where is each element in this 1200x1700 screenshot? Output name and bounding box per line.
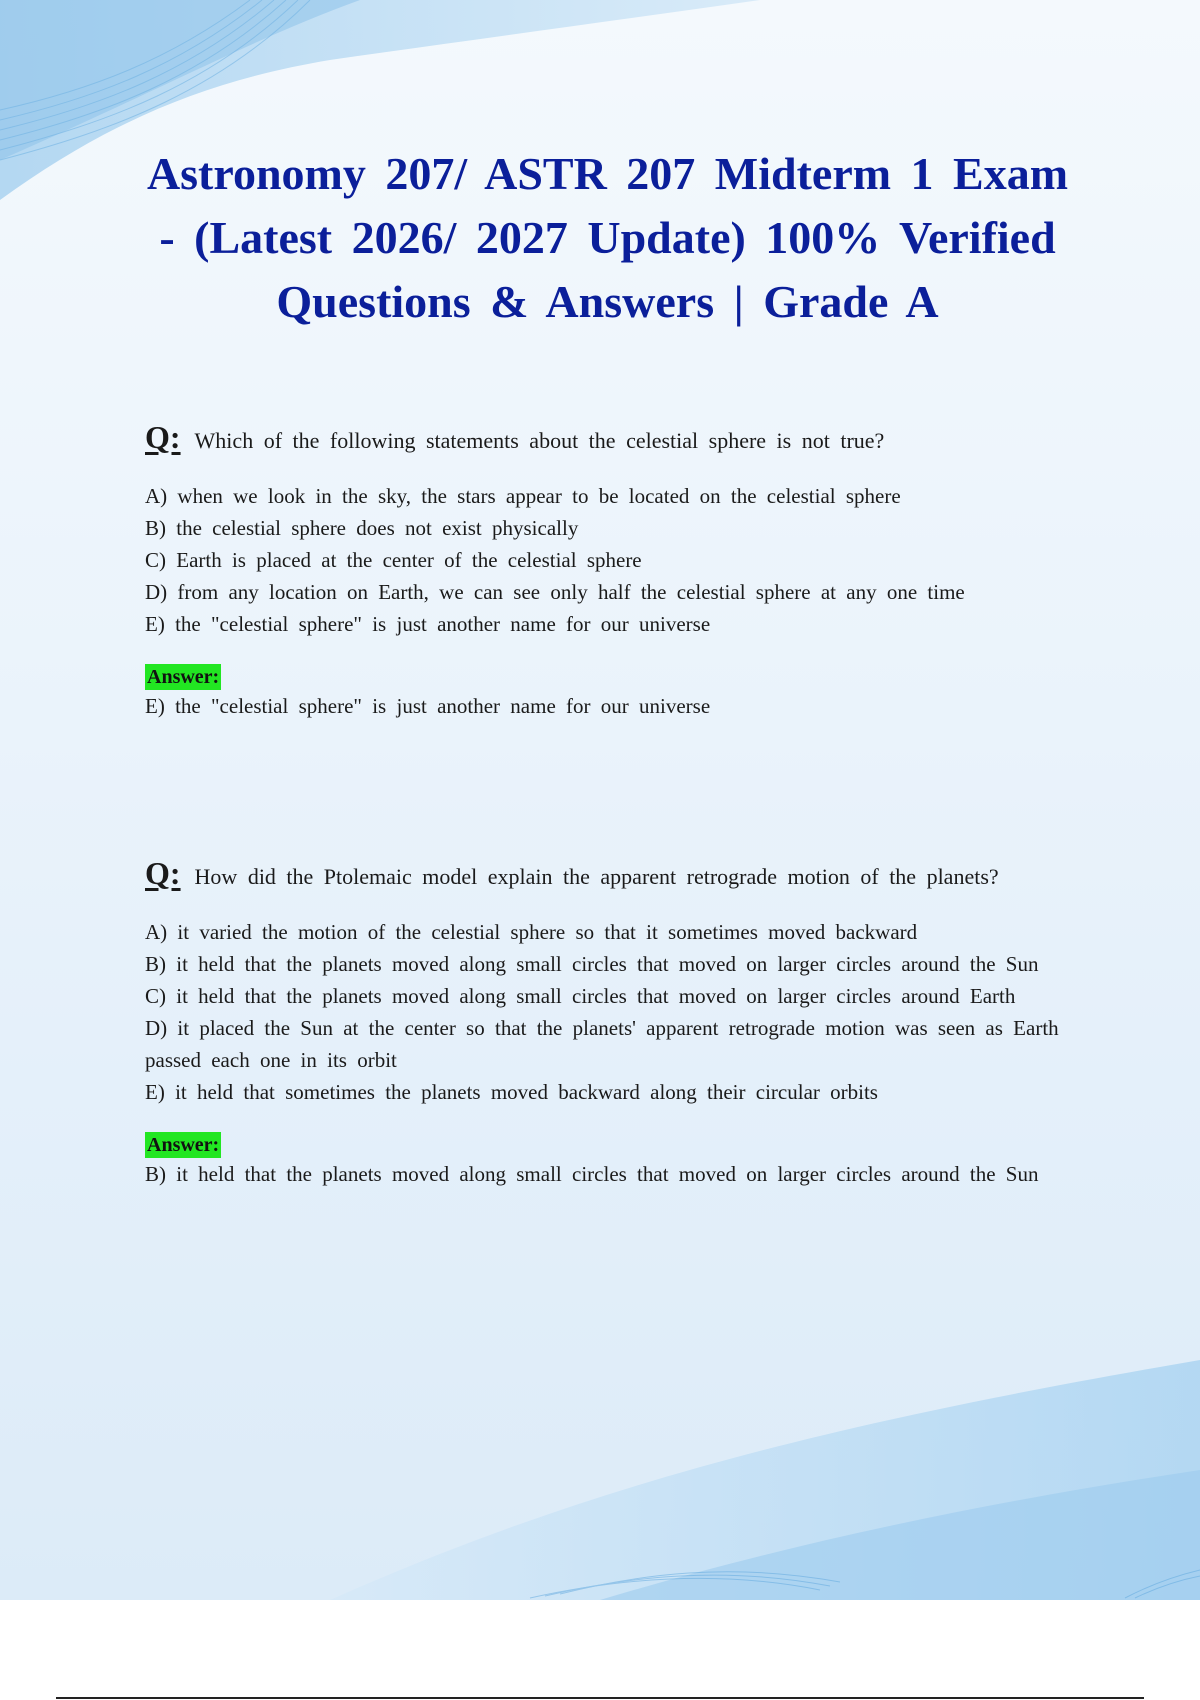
option-c: C) it held that the planets moved along small circles that moved on larger circles around Earth	[145, 984, 1016, 1008]
question-marker: Q:	[145, 419, 181, 455]
option-c: C) Earth is placed at the center of the celestial sphere	[145, 548, 642, 572]
question-prompt: Which of the following statements about the celestial sphere is not true?	[194, 428, 885, 453]
answer-label: Answer:	[147, 1134, 220, 1156]
question-marker: Q:	[145, 855, 181, 891]
option-e: E) it held that sometimes the planets moved backward along their circular orbits	[145, 1080, 878, 1104]
option-e: E) the "celestial sphere" is just another name for our universe	[145, 612, 711, 636]
question-text	[145, 856, 1075, 894]
answer-section	[145, 1132, 1075, 1190]
answer-options	[145, 916, 1075, 1108]
option-a: A) when we look in the sky, the stars appear to be located on the celestial sphere	[145, 484, 901, 508]
answer-section	[145, 664, 1075, 722]
answer-text: E) the "celestial sphere" is just another name for our universe	[145, 694, 711, 718]
option-b: B) the celestial sphere does not exist physically	[145, 516, 579, 540]
question-prompt: How did the Ptolemaic model explain the apparent retrograde motion of the planets?	[194, 864, 999, 889]
question-text	[145, 420, 1075, 458]
question-block-1	[145, 420, 1075, 722]
option-d: D) it placed the Sun at the center so that the planets' apparent retrograde motion was seen as Earth passed each one in its orbit	[145, 1016, 1059, 1072]
answer-options	[145, 480, 1075, 640]
footer-divider	[56, 1697, 1144, 1699]
question-block-2	[145, 856, 1075, 1190]
option-a: A) it varied the motion of the celestial sphere so that it sometimes moved backward	[145, 920, 918, 944]
answer-label: Answer:	[147, 666, 220, 688]
document-title: Astronomy 207/ ASTR 207 Midterm 1 Exam - (Latest 2026/ 2027 Update) 100% Verified Questions & Answers | Grade A	[146, 148, 1069, 327]
option-d: D) from any location on Earth, we can see only half the celestial sphere at any one time	[145, 580, 965, 604]
option-b: B) it held that the planets moved along small circles that moved on larger circles around the Sun	[145, 952, 1039, 976]
answer-text: B) it held that the planets moved along small circles that moved on larger circles around the Sun	[145, 1162, 1039, 1186]
